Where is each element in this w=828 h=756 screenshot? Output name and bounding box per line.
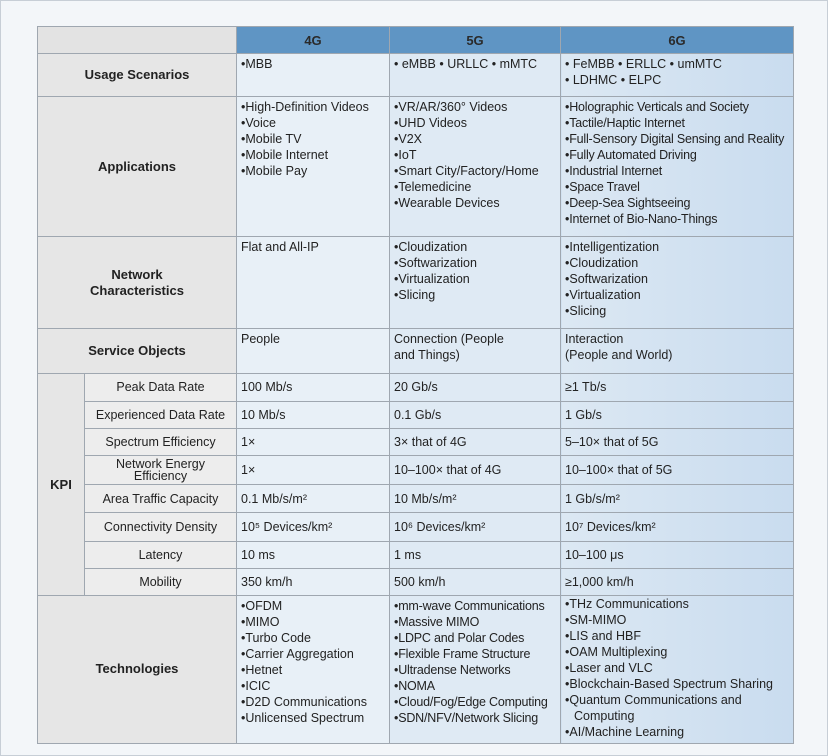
list-item: • ICIC	[241, 678, 385, 694]
usage-6g: • FeMBB • ERLLC • umMTC • LDHMC • ELPC	[565, 57, 722, 88]
technologies-5g-list	[394, 598, 556, 726]
kpi-name: Network Energy Efficiency	[85, 455, 237, 484]
list-item: • OFDM	[241, 598, 385, 614]
list-item: • D2D Communications	[241, 694, 385, 710]
list-item: • Hetnet	[241, 662, 385, 678]
kpi-value-6g: ≥1 Tb/s	[565, 380, 607, 395]
list-item: • MIMO	[241, 614, 385, 630]
service-5g-line1: Connection (People	[394, 332, 504, 347]
list-item: • Flexible Frame Structure	[394, 646, 556, 662]
list-item: • Virtualization	[565, 287, 789, 303]
list-item: • Softwarization	[565, 271, 789, 287]
list-item: • Deep-Sea Sightseeing	[565, 195, 789, 211]
usage-5g: • eMBB • URLLC • mMTC	[394, 57, 538, 72]
kpi-name: Connectivity Density	[85, 513, 237, 541]
network-label-line1: Network	[111, 266, 163, 282]
list-item: • NOMA	[394, 678, 556, 694]
list-item: • Mobile Pay	[241, 163, 385, 179]
list-item: • Mobile TV	[241, 131, 385, 147]
kpi-value-5g: 500 km/h	[394, 574, 446, 589]
kpi-value-4g: 350 km/h	[241, 574, 293, 589]
list-item: • Carrier Aggregation	[241, 646, 385, 662]
list-item: • Holographic Verticals and Society	[565, 99, 789, 115]
kpi-name: Latency	[85, 541, 237, 568]
network-label-line2: Characteristics	[90, 282, 184, 298]
kpi-value-4g: 0.1 Mb/s/m²	[241, 491, 307, 506]
header-corner	[38, 27, 237, 54]
list-item: • Quantum Communications and Computing	[565, 692, 764, 724]
list-item: umMTC	[677, 57, 722, 72]
list-item: ERLLC	[625, 57, 667, 72]
list-item: • OAM Multiplexing	[565, 644, 789, 660]
service-6g-line1: Interaction	[565, 332, 624, 347]
kpi-value-4g: 10⁵ Devices/km²	[241, 519, 333, 534]
kpi-value-4g: 100 Mb/s	[241, 380, 293, 395]
kpi-value-4g: 1×	[241, 434, 256, 449]
list-item: • Intelligentization	[565, 239, 789, 255]
kpi-value-4g: 10 ms	[241, 547, 276, 562]
kpi-value-5g: 10⁶ Devices/km²	[394, 519, 486, 534]
kpi-value-5g: 0.1 Gb/s	[394, 407, 442, 422]
technologies-6g-list	[565, 596, 789, 740]
list-item: • Massive MIMO	[394, 614, 556, 630]
list-item: • Fully Automated Driving	[565, 147, 789, 163]
kpi-value-6g: 5–10× that of 5G	[565, 434, 659, 449]
row-header-kpi: KPI	[38, 374, 85, 596]
list-item: • MBB	[241, 56, 385, 72]
kpi-value-6g: 10–100 μs	[565, 547, 624, 562]
comparison-table-card	[37, 26, 793, 744]
technologies-4g-list	[241, 598, 385, 726]
kpi-value-5g: 3× that of 4G	[394, 434, 467, 449]
list-item: • Telemedicine	[394, 179, 556, 195]
list-item: • IoT	[394, 147, 556, 163]
applications-5g-list	[394, 99, 556, 211]
row-header-service: Service Objects	[38, 329, 237, 374]
list-item: • SM-MIMO	[565, 612, 789, 628]
list-item: • Cloud/Fog/Edge Computing	[394, 694, 556, 710]
row-header-network	[38, 237, 237, 329]
column-header-4g: 4G	[237, 27, 390, 54]
usage-4g-list	[241, 56, 385, 72]
service-6g	[561, 329, 793, 365]
list-item: • Full-Sensory Digital Sensing and Reality	[565, 131, 789, 147]
list-item: URLLC	[447, 57, 489, 72]
list-item: • Ultradense Networks	[394, 662, 556, 678]
list-item: • Slicing	[394, 287, 556, 303]
kpi-value-6g: 10⁷ Devices/km²	[565, 519, 656, 534]
list-item: • Tactile/Haptic Internet	[565, 115, 789, 131]
kpi-value-5g: 10 Mb/s/m²	[394, 491, 457, 506]
list-item: • Cloudization	[394, 239, 556, 255]
kpi-value-5g: 20 Gb/s	[394, 380, 438, 395]
row-header-usage: Usage Scenarios	[38, 54, 237, 97]
service-5g	[390, 329, 560, 365]
service-5g-line2: and Things)	[394, 348, 460, 363]
list-item: • Space Travel	[565, 179, 789, 195]
generation-comparison-table	[37, 26, 794, 744]
service-6g-line2: (People and World)	[565, 348, 673, 363]
applications-4g-list	[241, 99, 385, 179]
list-item: • Voice	[241, 115, 385, 131]
list-item: • LIS and HBF	[565, 628, 789, 644]
list-item: ELPC	[628, 73, 662, 88]
list-item: • Wearable Devices	[394, 195, 556, 211]
list-item: LDHMC	[572, 73, 618, 88]
kpi-value-4g: 1×	[241, 463, 256, 478]
list-item: • Cloudization	[565, 255, 789, 271]
kpi-value-6g: 10–100× that of 5G	[565, 463, 673, 478]
list-item: • VR/AR/360° Videos	[394, 99, 556, 115]
column-header-5g: 5G	[390, 27, 561, 54]
kpi-name: Experienced Data Rate	[85, 401, 237, 428]
kpi-value-5g: 1 ms	[394, 547, 422, 562]
list-item: • Smart City/Factory/Home	[394, 163, 556, 179]
network-6g-list	[565, 239, 789, 319]
list-item: • AI/Machine Learning	[565, 724, 789, 740]
kpi-name: Mobility	[85, 568, 237, 595]
list-item: mMTC	[499, 57, 538, 72]
list-item: • mm-wave Communications	[394, 598, 556, 614]
row-header-applications: Applications	[38, 97, 237, 237]
kpi-value-4g: 10 Mb/s	[241, 407, 286, 422]
list-item: • Laser and VLC	[565, 660, 789, 676]
kpi-value-6g: 1 Gb/s/m²	[565, 491, 620, 506]
list-item: • Slicing	[565, 303, 789, 319]
network-5g-list	[394, 239, 556, 303]
list-item: eMBB	[401, 57, 436, 72]
list-item: • Softwarization	[394, 255, 556, 271]
network-4g: Flat and All-IP	[241, 240, 319, 255]
list-item: • SDN/NFV/Network Slicing	[394, 710, 556, 726]
kpi-name: Area Traffic Capacity	[85, 485, 237, 513]
list-item: • V2X	[394, 131, 556, 147]
row-header-technologies: Technologies	[38, 595, 237, 743]
kpi-name: Spectrum Efficiency	[85, 428, 237, 455]
list-item: • Internet of Bio-Nano-Things	[565, 211, 789, 227]
list-item: • High-Definition Videos	[241, 99, 385, 115]
list-item: • UHD Videos	[394, 115, 556, 131]
kpi-value-5g: 10–100× that of 4G	[394, 463, 502, 478]
list-item: • Mobile Internet	[241, 147, 385, 163]
kpi-value-6g: 1 Gb/s	[565, 407, 602, 422]
applications-6g-list	[565, 99, 789, 227]
list-item: FeMBB	[572, 57, 615, 72]
list-item: • Virtualization	[394, 271, 556, 287]
service-4g: People	[241, 332, 280, 347]
list-item: • Turbo Code	[241, 630, 385, 646]
list-item: • Industrial Internet	[565, 163, 789, 179]
list-item: • LDPC and Polar Codes	[394, 630, 556, 646]
list-item: • Blockchain-Based Spectrum Sharing	[565, 676, 789, 692]
kpi-value-6g: ≥1,000 km/h	[565, 574, 634, 589]
column-header-6g: 6G	[561, 27, 794, 54]
list-item: • Unlicensed Spectrum	[241, 710, 385, 726]
list-item: • THz Communications	[565, 596, 789, 612]
kpi-name: Peak Data Rate	[85, 374, 237, 401]
